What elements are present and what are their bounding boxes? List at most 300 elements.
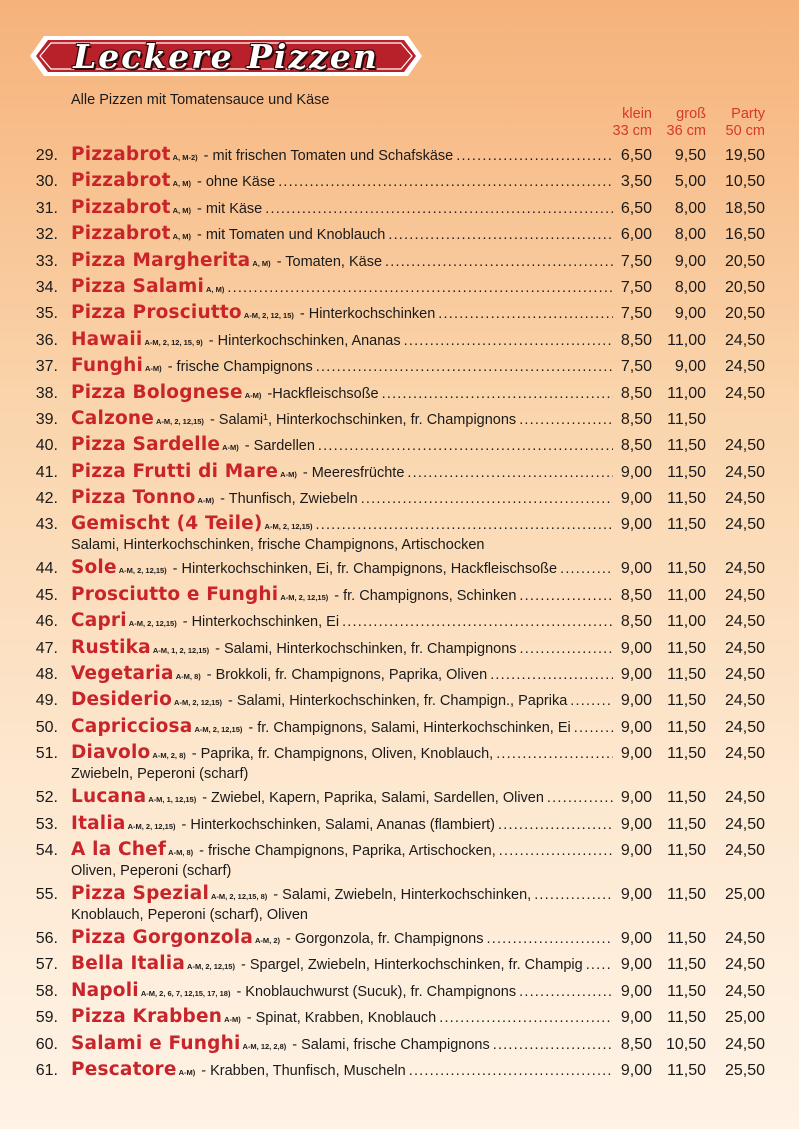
menu-item — [0, 355, 799, 381]
price-small: 9,00 — [620, 956, 652, 974]
pizza-description: - Spinat, Krabben, Knoblauch — [246, 1010, 437, 1027]
item-number: 42. — [35, 490, 58, 508]
price-large: 11,50 — [667, 1061, 706, 1079]
price-small: 6,00 — [620, 226, 652, 244]
item-line — [71, 927, 613, 953]
size-header-small: klein 33 cm — [612, 106, 652, 139]
allergen-codes: A-M, 2, 12,15) — [127, 821, 176, 831]
item-number: 55. — [35, 885, 58, 903]
pizza-description: - Salami¹, Hinterkochschinken, fr. Champignons — [209, 411, 517, 428]
price-large: 11,50 — [667, 929, 706, 947]
price-small: 7,50 — [620, 305, 652, 323]
item-line — [71, 408, 613, 434]
pizza-description: - Hinterkochschinken, Ei — [182, 614, 340, 631]
pizza-description: - fr. Champignons, Schinken — [334, 587, 517, 604]
item-line — [71, 980, 613, 1006]
pizza-description: - Spargel, Zwiebeln, Hinterkochschinken, fr. Champig — [240, 957, 583, 974]
price-large: 5,00 — [674, 173, 706, 191]
allergen-codes: A-M, 2, 6, 7, 12,15, 17, 18) — [140, 988, 231, 998]
size-header — [0, 106, 799, 142]
menu-item — [0, 1033, 799, 1059]
price-large: 10,50 — [665, 1035, 706, 1053]
menu-item — [0, 302, 799, 328]
allergen-codes: A-M, 1, 2, 12,15) — [152, 645, 210, 655]
allergen-codes: A-M, 2, 12,15) — [118, 566, 167, 576]
price-party: 24,50 — [724, 1035, 765, 1053]
pizza-name: A la Chef — [71, 838, 167, 860]
menu-item — [0, 689, 799, 715]
price-large: 11,50 — [667, 982, 706, 1000]
item-number: 51. — [35, 745, 58, 763]
dot-leader — [265, 201, 613, 217]
price-party: 24,50 — [724, 745, 765, 763]
item-number: 38. — [35, 384, 58, 402]
price-large: 9,00 — [674, 252, 706, 270]
menu-item — [0, 883, 799, 927]
price-small: 6,50 — [620, 147, 652, 164]
price-party: 24,50 — [724, 358, 765, 376]
item-line — [71, 1006, 613, 1032]
item-number: 48. — [35, 666, 58, 684]
allergen-codes: A-M) — [244, 390, 262, 400]
menu-item — [0, 382, 799, 408]
dot-leader — [439, 1010, 613, 1026]
allergen-codes: A-M, 2, 12, 15) — [243, 311, 294, 321]
price-large: 11,50 — [667, 745, 706, 763]
item-number: 61. — [35, 1061, 58, 1079]
price-small: 8,50 — [620, 384, 652, 402]
price-large: 11,50 — [667, 516, 706, 534]
pizza-name: Pescatore — [71, 1058, 177, 1080]
allergen-codes: A-M, 2) — [255, 935, 281, 945]
item-line — [71, 839, 613, 865]
menu-item — [0, 610, 799, 636]
price-small: 9,00 — [620, 666, 652, 684]
pizza-name: Pizzabrot — [71, 223, 171, 245]
pizza-description: - Hinterkochschinken, Ei, fr. Champignons, Hackfleischsoße — [172, 561, 558, 578]
pizza-description: - Brokkoli, fr. Champignons, Paprika, Oliven — [206, 667, 488, 684]
pizza-description: - Salami, frische Champignons — [292, 1036, 490, 1053]
dot-leader — [342, 614, 613, 630]
price-party: 16,50 — [724, 226, 765, 244]
menu-item — [0, 953, 799, 979]
item-line — [71, 487, 613, 513]
pizza-description: - Hinterkochschinken — [299, 306, 436, 323]
item-line — [71, 355, 613, 381]
menu-item — [0, 434, 799, 460]
item-line — [71, 663, 613, 689]
allergen-codes: A-M, 2, 12,15) — [264, 522, 313, 532]
price-large: 11,50 — [667, 718, 706, 736]
price-small: 6,50 — [620, 199, 652, 217]
pizza-name: Funghi — [71, 355, 144, 377]
item-line — [71, 434, 613, 460]
price-party: 24,50 — [724, 982, 765, 1000]
pizza-description: - Hinterkochschinken, Salami, Ananas (flambiert) — [181, 816, 496, 833]
allergen-codes: A-M, 2, 12,15) — [194, 724, 243, 734]
pizza-description: - fr. Champignons, Salami, Hinterkochschinken, Ei — [248, 719, 571, 736]
item-line — [71, 1059, 613, 1085]
price-small: 9,00 — [620, 929, 652, 947]
price-small: 8,50 — [620, 410, 652, 428]
menu-item — [0, 170, 799, 196]
price-party: 25,50 — [724, 1061, 765, 1079]
price-large: 9,00 — [674, 305, 706, 323]
pizza-description: - frische Champignons — [167, 359, 313, 376]
price-small: 9,00 — [620, 692, 652, 710]
pizza-description: - Tomaten, Käse — [276, 253, 383, 270]
item-line — [71, 461, 613, 487]
price-party: 24,50 — [724, 789, 765, 807]
item-number: 46. — [35, 613, 58, 631]
pizza-description-continued: Oliven, Peperoni (scharf) — [71, 862, 232, 879]
menu-item — [0, 980, 799, 1006]
menu-item — [0, 927, 799, 953]
price-large: 11,50 — [667, 410, 706, 428]
price-large: 9,00 — [674, 358, 706, 376]
price-party: 24,50 — [724, 516, 765, 534]
title-banner — [30, 32, 422, 80]
pizza-description: - Krabben, Thunfisch, Muscheln — [201, 1062, 406, 1079]
item-number: 58. — [35, 982, 58, 1000]
price-party: 24,50 — [724, 560, 765, 578]
allergen-codes: A-M) — [224, 1015, 241, 1025]
pizza-name: Pizza Tonno — [71, 487, 196, 509]
dot-leader — [361, 491, 613, 507]
pizza-description: - Salami, Hinterkochschinken, fr. Champign., Paprika — [227, 693, 568, 710]
allergen-codes: A, M) — [252, 258, 271, 268]
pizza-name: Rustika — [71, 636, 151, 658]
item-number: 43. — [35, 516, 58, 534]
size-header-large: groß 36 cm — [666, 106, 706, 139]
pizza-name: Vegetaria — [71, 663, 174, 685]
size-header-party: Party 50 cm — [725, 106, 765, 139]
price-small: 7,50 — [620, 252, 652, 270]
allergen-codes: A, M) — [172, 232, 191, 242]
pizza-name: Diavolo — [71, 742, 151, 764]
pizza-name: Capri — [71, 610, 127, 632]
allergen-codes: A-M, 8) — [168, 847, 194, 857]
allergen-codes: A, M-2) — [172, 153, 198, 162]
item-number: 49. — [35, 692, 58, 710]
price-small: 9,00 — [620, 560, 652, 578]
menu-item — [0, 1059, 799, 1085]
price-small: 9,00 — [620, 885, 652, 903]
allergen-codes: A-M, 2, 12,15) — [156, 416, 204, 426]
price-party: 24,50 — [724, 463, 765, 481]
price-small: 9,00 — [620, 1009, 652, 1027]
price-large: 11,50 — [667, 437, 706, 455]
pizza-description: - Paprika, fr. Champignons, Oliven, Knoblauch, — [191, 746, 494, 763]
item-number: 37. — [35, 358, 58, 376]
dot-leader — [409, 1063, 613, 1079]
price-small: 9,00 — [620, 982, 652, 1000]
menu-item — [0, 250, 799, 276]
price-party: 25,00 — [724, 1009, 765, 1027]
dot-leader — [278, 174, 613, 190]
pizza-description: - Gorgonzola, fr. Champignons — [286, 930, 484, 947]
dot-leader — [318, 438, 613, 454]
pizza-name: Calzone — [71, 407, 154, 429]
price-small: 7,50 — [620, 358, 652, 376]
item-number: 56. — [35, 929, 58, 947]
item-line — [71, 786, 613, 812]
pizza-description: - Zwiebel, Kapern, Paprika, Salami, Sardellen, Oliven — [202, 790, 544, 807]
price-party: 24,50 — [724, 929, 765, 947]
price-small: 8,50 — [620, 437, 652, 455]
allergen-codes: A-M, 2, 12, 15, 9) — [144, 337, 203, 347]
pizza-name: Pizza Margherita — [71, 249, 251, 271]
menu-item — [0, 276, 799, 302]
item-number: 52. — [35, 789, 58, 807]
price-party: 24,50 — [724, 692, 765, 710]
dot-leader — [404, 333, 613, 349]
item-line — [71, 513, 613, 539]
item-line — [71, 1033, 613, 1059]
price-party: 24,50 — [724, 490, 765, 508]
price-small: 9,00 — [620, 463, 652, 481]
allergen-codes: A-M, 2, 12,15, 8) — [211, 891, 268, 901]
allergen-codes: A-M, 2, 12,15) — [280, 592, 329, 602]
menu-item — [0, 487, 799, 513]
item-number: 36. — [35, 331, 58, 349]
pizza-name: Salami e Funghi — [71, 1032, 241, 1054]
price-small: 3,50 — [620, 173, 652, 191]
dot-leader — [316, 359, 613, 375]
price-large: 11,50 — [667, 789, 706, 807]
allergen-codes: A-M, 2, 12,15) — [187, 962, 235, 972]
pizza-description: - Salami, Hinterkochschinken, fr. Champignons — [215, 640, 517, 657]
item-line — [71, 584, 613, 610]
price-large: 11,50 — [667, 639, 706, 657]
item-number: 39. — [35, 410, 58, 428]
menu-item — [0, 637, 799, 663]
pizza-name: Hawaii — [71, 328, 143, 350]
item-number: 33. — [35, 252, 58, 270]
price-party: 24,50 — [724, 384, 765, 402]
item-number: 35. — [35, 305, 58, 323]
item-number: 50. — [35, 718, 58, 736]
pizza-name: Pizza Krabben — [71, 1006, 223, 1028]
allergen-codes: A-M, 2, 12,15) — [174, 698, 222, 708]
price-party: 20,50 — [724, 305, 765, 323]
pizza-name: Italia — [71, 812, 126, 834]
pizza-description: - Hinterkochschinken, Ananas — [208, 332, 401, 349]
allergen-codes: A, M) — [206, 284, 225, 294]
allergen-codes: A-M) — [222, 443, 239, 453]
menu-item — [0, 839, 799, 883]
pizza-description: - mit Käse — [196, 200, 263, 217]
price-large: 11,50 — [667, 560, 706, 578]
item-number: 47. — [35, 639, 58, 657]
price-large: 8,00 — [674, 278, 706, 296]
pizza-name: Capricciosa — [71, 715, 193, 737]
pizza-name: Pizza Salami — [71, 275, 205, 297]
pizza-description-continued: Zwiebeln, Peperoni (scharf) — [71, 766, 249, 783]
price-small: 9,00 — [620, 745, 652, 763]
allergen-codes: A-M) — [145, 364, 162, 374]
pizza-description: - mit frischen Tomaten und Schafskäse — [203, 148, 454, 164]
pizza-name: Pizza Gorgonzola — [71, 926, 254, 948]
price-small: 8,50 — [620, 1035, 652, 1053]
dot-leader — [407, 465, 613, 481]
price-large: 11,50 — [667, 1009, 706, 1027]
pizza-name: Sole — [71, 557, 117, 579]
price-small: 9,00 — [620, 1061, 652, 1079]
pizza-name: Desiderio — [71, 689, 173, 711]
menu-item — [0, 461, 799, 487]
price-party: 24,50 — [724, 613, 765, 631]
item-number: 60. — [35, 1035, 58, 1053]
price-large: 11,00 — [667, 613, 706, 631]
menu-item — [0, 584, 799, 610]
item-line — [71, 883, 613, 909]
pizza-description: - Salami, Zwiebeln, Hinterkochschinken, — [273, 886, 532, 903]
price-large: 11,50 — [667, 463, 706, 481]
allergen-codes: A, M) — [172, 205, 191, 215]
price-party: 10,50 — [724, 173, 765, 191]
price-party: 20,50 — [724, 252, 765, 270]
price-party: 24,50 — [724, 666, 765, 684]
item-line — [71, 197, 613, 223]
price-party: 24,50 — [724, 718, 765, 736]
dot-leader — [438, 306, 613, 322]
pizza-description: - Sardellen — [244, 438, 315, 455]
price-small: 9,00 — [620, 639, 652, 657]
price-party: 20,50 — [724, 278, 765, 296]
price-large: 11,50 — [667, 885, 706, 903]
item-number: 34. — [35, 278, 58, 296]
price-large: 11,50 — [667, 490, 706, 508]
menu-item — [0, 197, 799, 223]
dot-leader — [385, 254, 613, 270]
price-party: 19,50 — [724, 147, 765, 164]
item-line — [71, 250, 613, 276]
pizza-name: Pizzabrot — [71, 170, 171, 192]
item-line — [71, 813, 613, 839]
item-line — [71, 742, 613, 768]
menu-item — [0, 144, 799, 170]
pizza-description: - frische Champignons, Paprika, Artischocken, — [199, 842, 496, 859]
menu-item — [0, 223, 799, 249]
pizza-name: Pizza Prosciutto — [71, 302, 242, 324]
menu-item — [0, 408, 799, 434]
price-small: 9,00 — [620, 789, 652, 807]
price-small: 9,00 — [620, 718, 652, 736]
price-party: 24,50 — [724, 639, 765, 657]
price-large: 9,50 — [674, 147, 706, 164]
dot-leader — [382, 386, 613, 402]
item-number: 57. — [35, 956, 58, 974]
item-line — [71, 557, 613, 583]
page-title: Leckere Pizzen — [73, 37, 379, 76]
allergen-codes: A-M, 8) — [175, 672, 201, 682]
menu-item — [0, 1006, 799, 1032]
pizza-name: Gemischt (4 Teile) — [71, 513, 263, 535]
pizza-name: Bella Italia — [71, 953, 186, 975]
allergen-codes: A-M, 1, 12,15) — [148, 795, 197, 805]
price-party: 24,50 — [724, 586, 765, 604]
pizza-description-continued: Knoblauch, Peperoni (scharf), Oliven — [71, 906, 308, 923]
item-line — [71, 382, 613, 408]
menu-item — [0, 557, 799, 583]
menu-item — [0, 513, 799, 557]
item-line — [71, 302, 613, 328]
menu-item — [0, 742, 799, 786]
item-number: 29. — [35, 147, 58, 164]
item-line — [71, 637, 613, 663]
pizza-name: Pizzabrot — [71, 144, 171, 165]
price-party: 24,50 — [724, 815, 765, 833]
price-large: 11,50 — [667, 666, 706, 684]
pizza-name: Pizzabrot — [71, 196, 171, 218]
price-large: 11,50 — [667, 692, 706, 710]
menu-item — [0, 786, 799, 812]
item-number: 31. — [35, 199, 58, 217]
pizza-list — [0, 144, 799, 1085]
dot-leader — [456, 148, 613, 164]
price-small: 9,00 — [620, 815, 652, 833]
item-line — [71, 170, 613, 196]
item-number: 59. — [35, 1009, 58, 1027]
allergen-codes: A-M, 2, 8) — [152, 751, 186, 761]
menu-subtitle: Alle Pizzen mit Tomatensauce und Käse — [71, 92, 330, 108]
dot-leader — [388, 227, 613, 243]
allergen-codes: A, M) — [172, 179, 191, 189]
price-large: 8,00 — [674, 226, 706, 244]
pizza-description: - Knoblauchwurst (Sucuk), fr. Champignons — [236, 983, 517, 1000]
allergen-codes: A-M) — [197, 496, 215, 506]
price-small: 7,50 — [620, 278, 652, 296]
item-line — [71, 689, 613, 715]
price-large: 11,50 — [667, 841, 706, 859]
pizza-name: Pizza Sardelle — [71, 434, 221, 456]
dot-leader — [315, 517, 613, 533]
allergen-codes: A-M, 2, 12,15) — [128, 619, 177, 629]
item-number: 44. — [35, 560, 58, 578]
price-large: 11,00 — [667, 384, 706, 402]
menu-item — [0, 329, 799, 355]
price-large: 11,00 — [667, 331, 706, 349]
item-number: 53. — [35, 815, 58, 833]
item-number: 45. — [35, 586, 58, 604]
price-large: 11,50 — [667, 815, 706, 833]
pizza-name: Lucana — [71, 786, 147, 808]
pizza-description: - Meeresfrüchte — [302, 464, 405, 481]
item-line — [71, 953, 613, 979]
allergen-codes: A-M) — [280, 469, 297, 479]
item-number: 32. — [35, 226, 58, 244]
price-large: 8,00 — [674, 199, 706, 217]
price-party: 25,00 — [724, 885, 765, 903]
pizza-description: - Thunfisch, Zwiebeln — [220, 491, 358, 508]
price-small: 8,50 — [620, 613, 652, 631]
price-party: 24,50 — [724, 956, 765, 974]
price-small: 9,00 — [620, 841, 652, 859]
item-line — [71, 329, 613, 355]
price-large: 11,50 — [667, 956, 706, 974]
menu-item — [0, 663, 799, 689]
menu-item — [0, 813, 799, 839]
pizza-description-continued: Salami, Hinterkochschinken, frische Champignons, Artischocken — [71, 537, 485, 554]
item-line — [71, 610, 613, 636]
pizza-name: Napoli — [71, 979, 139, 1001]
item-number: 40. — [35, 437, 58, 455]
item-number: 30. — [35, 173, 58, 191]
pizza-name: Prosciutto e Funghi — [71, 583, 279, 605]
pizza-name: Pizza Frutti di Mare — [71, 460, 279, 482]
item-line — [71, 276, 613, 302]
